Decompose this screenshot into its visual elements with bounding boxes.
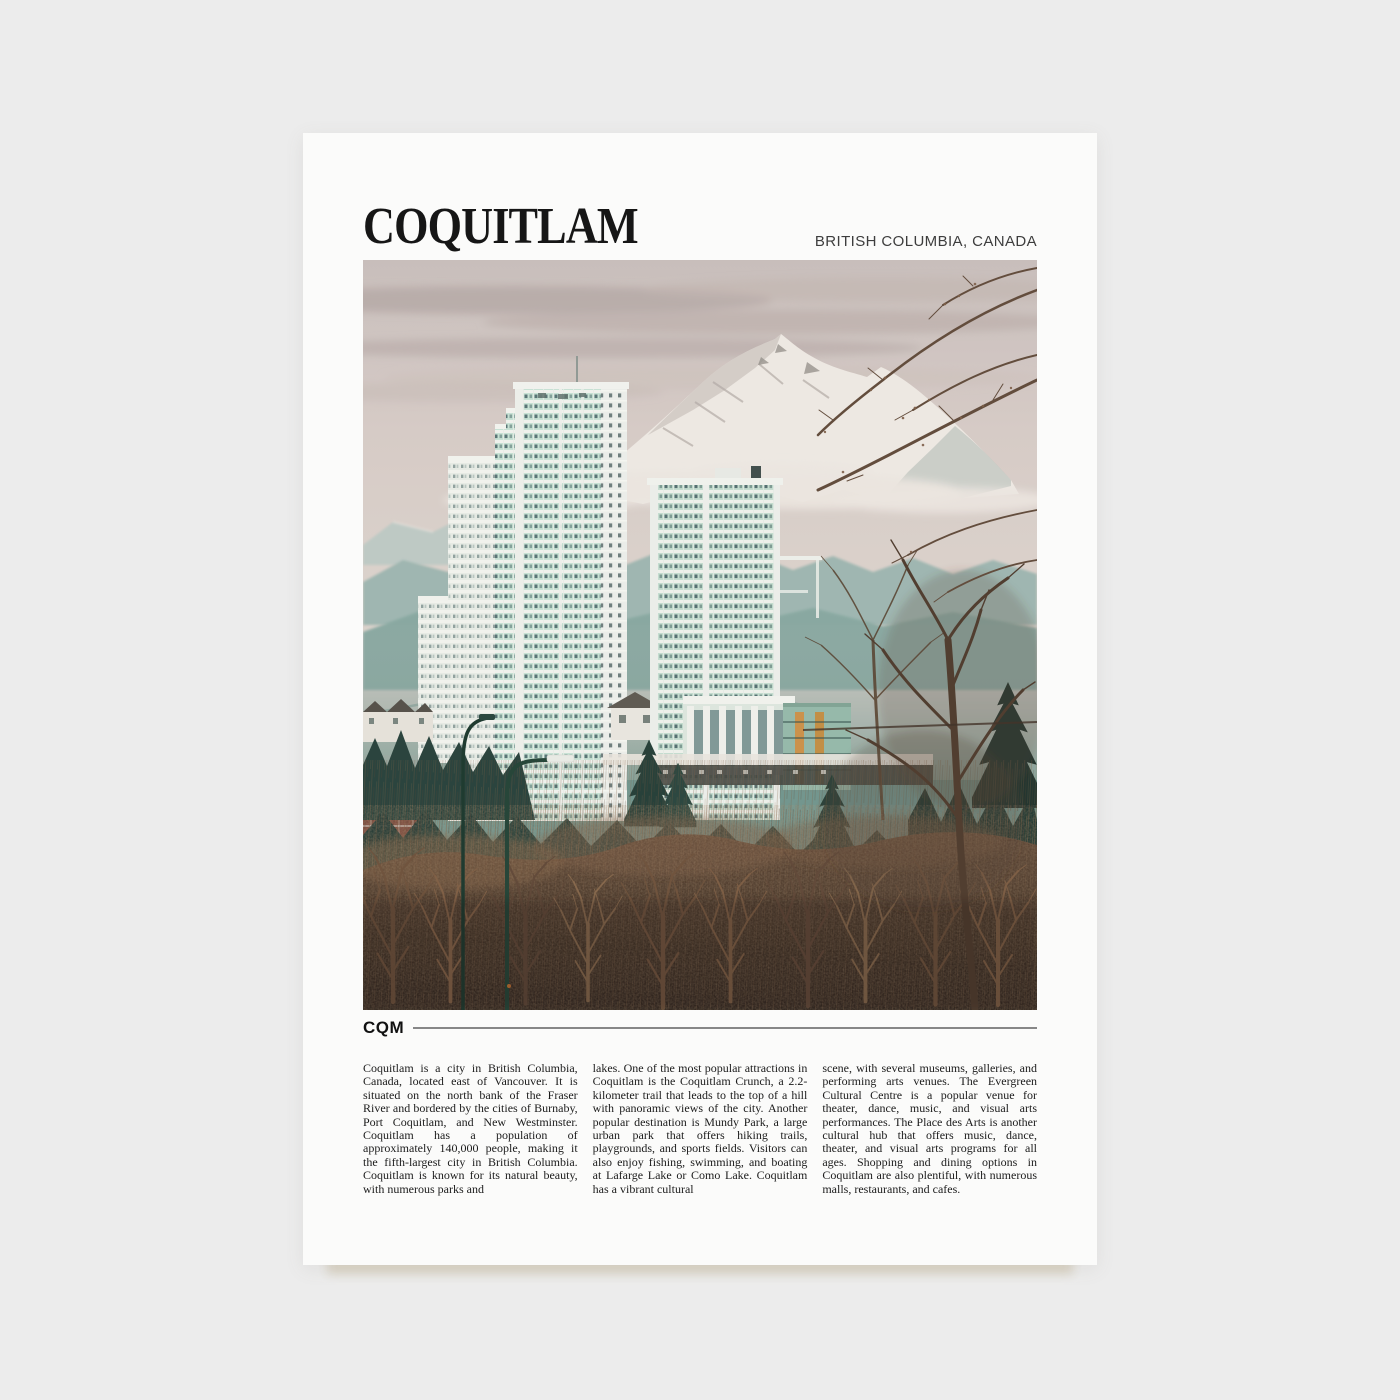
code-row	[363, 1018, 1037, 1038]
poster-subtitle: BRITISH COLUMBIA, CANADA	[814, 233, 1037, 250]
photo-illustration	[363, 260, 1037, 1010]
body-column-2: lakes. One of the most popular attractions in Coquitlam is the Coquitlam Crunch, a 2.2-kilometer trail that leads to the top of a hill with panoramic views of the city. Another popular destination is Mundy Park, a large urban park that offers hiking trails, playgrounds, and sports fields. Visitors can also enjoy fishing, swimming, and boating at Lafarge Lake or Como Lake. Coquitlam has a vibrant cultural	[592, 1061, 808, 1196]
city-code-label: CQM	[363, 1018, 405, 1037]
body-column-1: Coquitlam is a city in British Columbia, Canada, located east of Vancouver. It is situated on the north bank of the Fraser River and bordered by the cities of Burnaby, Port Coquitlam, and New Westminster. Coquitlam has a population of approximately 140,000 people, making it the fifth-largest city in British Columbia. Coquitlam is known for its natural beauty, with numerous parks and	[363, 1061, 578, 1196]
photo-color-cast	[363, 260, 1037, 1010]
body-columns	[363, 1062, 1037, 1196]
poster-photo	[363, 260, 1037, 1010]
divider-rule	[413, 1027, 1037, 1029]
poster-title: COQUITLAM	[363, 198, 638, 255]
body-column-3: scene, with several museums, galleries, and performing arts venues. The Evergreen Cultural Centre is a popular venue for theater, dance, music, and visual arts performances. The Place des Arts is another cultural hub that offers music, dance, theater, and visual arts programs for all ages. Shopping and dining options in Coquitlam are also plentiful, with numerous malls, restaurants, and cafes.	[822, 1061, 1038, 1196]
travel-poster	[303, 133, 1097, 1265]
